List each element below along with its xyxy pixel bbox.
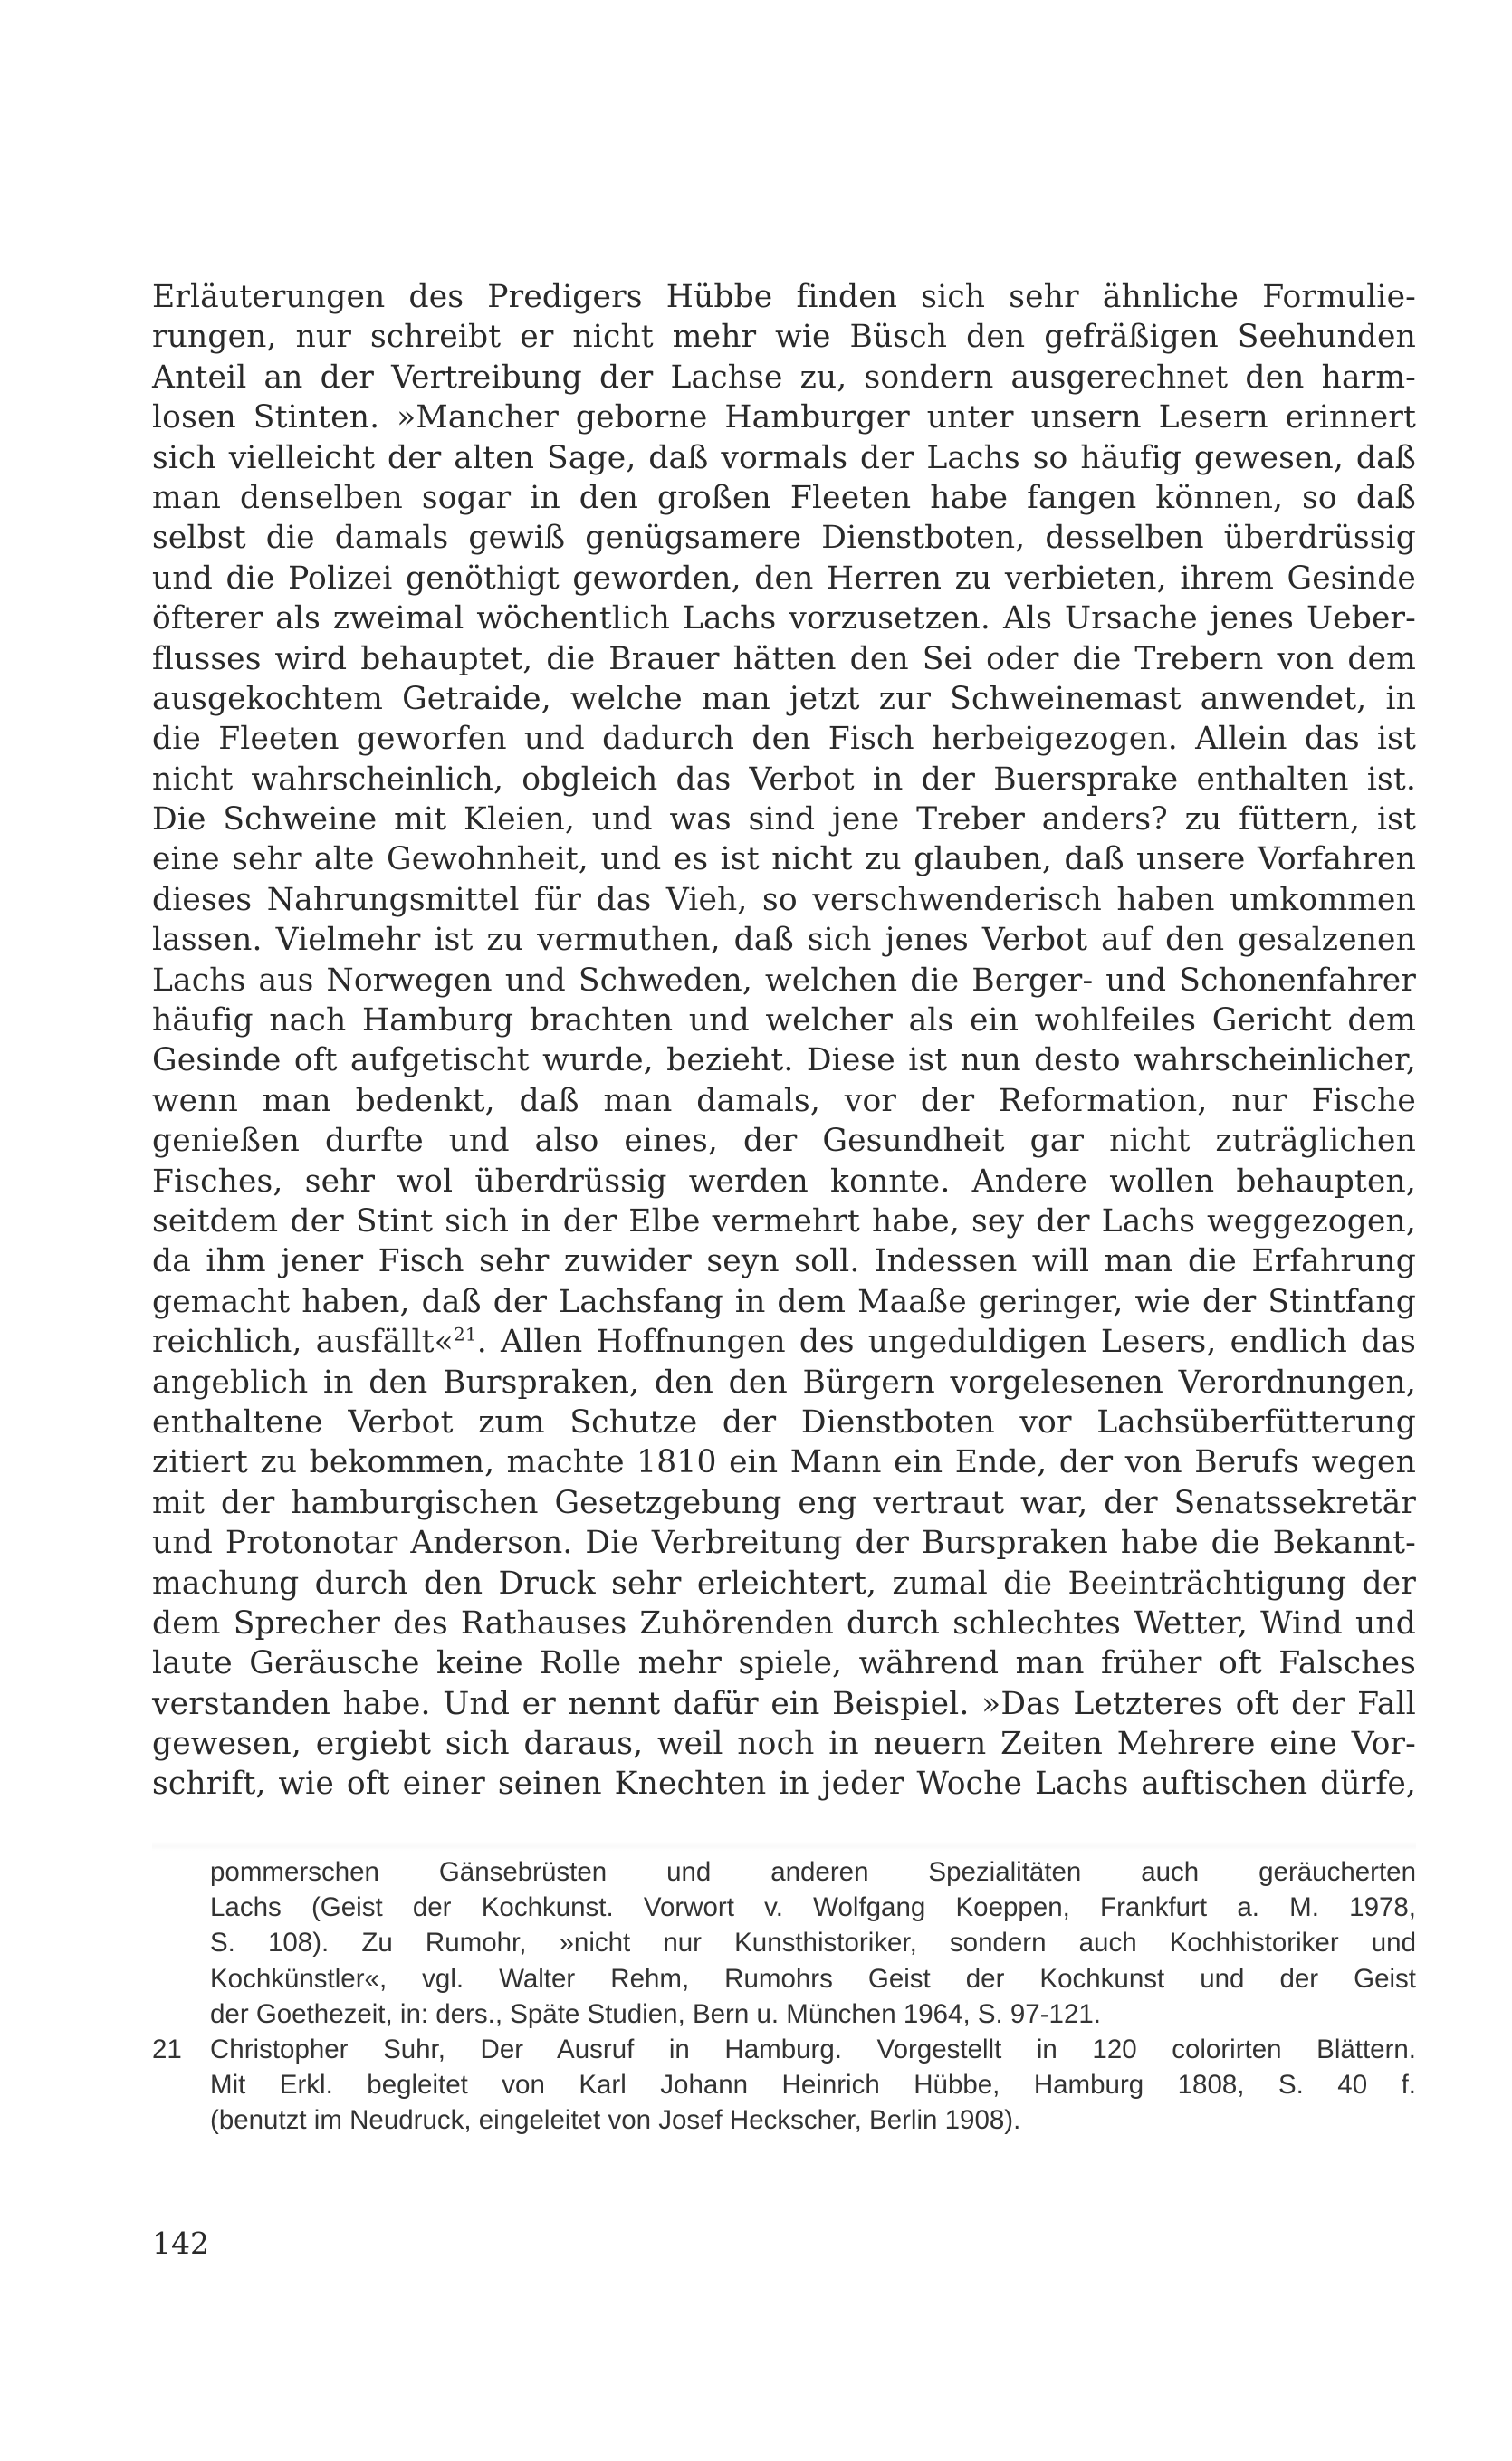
footnote-line: (benutzt im Neudruck, eingeleitet von Josef Heckscher, Berlin 1908).	[210, 2105, 1021, 2136]
footnotes	[152, 1854, 1416, 2139]
text-line: genießen durfte und also eines, der Gesundheit gar nicht zuträglichen	[152, 1123, 1416, 1160]
footnote-number: 21	[152, 2034, 182, 2064]
footnote-line: Kochkünstler«, vgl. Walter Rehm, Rumohrs Geist der Kochkunst und der Geist	[210, 1963, 1416, 1994]
text-line: öfterer als zweimal wöchentlich Lachs vorzusetzen. Als Ursache jenes Ueber-	[152, 600, 1416, 637]
text-line: da ihm jener Fisch sehr zuwider seyn soll. Indessen will man die Erfahrung	[152, 1243, 1416, 1280]
text-line: zitiert zu bekommen, machte 1810 ein Mann ein Ende, der von Berufs wegen	[152, 1444, 1416, 1481]
text-line: seitdem der Stint sich in der Elbe vermehrt habe, sey der Lachs weggezogen,	[152, 1202, 1416, 1240]
footnote-line: Lachs (Geist der Kochkunst. Vorwort v. Wolfgang Koeppen, Frankfurt a. M. 1978,	[210, 1892, 1416, 1923]
text-line: enthaltene Verbot zum Schutze der Dienstboten vor Lachsüberfütterung	[152, 1403, 1416, 1441]
text-line: Die Schweine mit Kleien, und was sind jene Treber anders? zu füttern, ist	[152, 801, 1416, 838]
text-line: und die Polizei genöthigt geworden, den Herren zu verbieten, ihrem Gesinde	[152, 560, 1416, 597]
text-line: angeblich in den Burspraken, den den Bürgern vorgelesenen Verordnungen,	[152, 1364, 1416, 1401]
text-line: und Protonotar Anderson. Die Verbreitung der Burspraken habe die Bekannt-	[152, 1525, 1416, 1562]
footnote-line: der Goethezeit, in: ders., Späte Studien, Bern u. München 1964, S. 97-121.	[210, 1998, 1101, 2029]
text-line: gewesen, ergiebt sich daraus, weil noch in neuern Zeiten Mehrere eine Vor-	[152, 1726, 1416, 1763]
text-line: ausgekochtem Getraide, welche man jetzt zur Schweinemast anwendet, in	[152, 680, 1416, 717]
text-line: häufig nach Hamburg brachten und welcher als ein wohlfeiles Gericht dem	[152, 1002, 1416, 1039]
text-line: machung durch den Druck sehr erleichtert, zumal die Beeinträchtigung der	[152, 1565, 1416, 1602]
text-line: Erläuterungen des Predigers Hübbe finden sich sehr ähnliche Formulie-	[152, 279, 1416, 315]
text-line: flusses wird behauptet, die Brauer hätten den Sei oder die Trebern von dem	[152, 640, 1416, 677]
footnote-continuation	[152, 1854, 1416, 2032]
text-line: gemacht haben, daß der Lachsfang in dem Maaße geringer, wie der Stintfang	[152, 1283, 1416, 1320]
text-line: wenn man bedenkt, daß man damals, vor der Reformation, nur Fische	[152, 1082, 1416, 1119]
text-line: verstanden habe. Und er nennt dafür ein Beispiel. »Das Letzteres oft der Fall	[152, 1685, 1416, 1722]
text-line: mit der hamburgischen Gesetzgebung eng vertraut war, der Senatssekretär	[152, 1484, 1416, 1521]
text-line: sich vielleicht der alten Sage, daß vormals der Lachs so häufig gewesen, daß	[152, 439, 1416, 476]
text-line: Gesinde oft aufgetischt wurde, bezieht. Diese ist nun desto wahrscheinlicher,	[152, 1042, 1416, 1079]
scan-artifact	[152, 1842, 1416, 1851]
page-number: 142	[152, 2226, 209, 2261]
text-line: Fisches, sehr wol überdrüssig werden konnte. Andere wollen behaupten,	[152, 1163, 1416, 1200]
footnote-line: Christopher Suhr, Der Ausruf in Hamburg. Vorgestellt in 120 colorirten Blättern.	[210, 2034, 1416, 2064]
footnote-21	[152, 2032, 1416, 2139]
text-line: eine sehr alte Gewohnheit, und es ist nicht zu glauben, daß unsere Vorfahren	[152, 841, 1416, 878]
footnote-reference: 21	[453, 1323, 477, 1345]
text-segment: . Allen Hoffnungen des ungeduldigen Lesers, endlich das	[476, 1324, 1416, 1361]
text-line: die Fleeten geworfen und dadurch den Fisch herbeigezogen. Allein das ist	[152, 721, 1416, 758]
text-line: Anteil an der Vertreibung der Lachse zu, sondern ausgerechnet den harm-	[152, 359, 1416, 396]
text-line: dem Sprecher des Rathauses Zuhörenden durch schlechtes Wetter, Wind und	[152, 1604, 1416, 1642]
text-line: man denselben sogar in den großen Fleeten habe fangen können, so daß	[152, 479, 1416, 516]
text-line: selbst die damals gewiß genügsamere Dienstboten, desselben überdrüssig	[152, 520, 1416, 557]
text-line: dieses Nahrungsmittel für das Vieh, so verschwenderisch haben umkommen	[152, 881, 1416, 918]
text-line: rungen, nur schreibt er nicht mehr wie Büsch den gefräßigen Seehunden	[152, 319, 1416, 356]
footnote-line: S. 108). Zu Rumohr, »nicht nur Kunsthistoriker, sondern auch Kochhistoriker und	[210, 1928, 1416, 1958]
text-line: lassen. Vielmehr ist zu vermuthen, daß sich jenes Verbot auf den gesalzenen	[152, 922, 1416, 959]
text-line: schrift, wie oft einer seinen Knechten in jeder Woche Lachs auftischen dürfe,	[152, 1766, 1416, 1803]
footnote-line: pommerschen Gänsebrüsten und anderen Spezialitäten auch geräucherten	[210, 1857, 1416, 1887]
text-line: nicht wahrscheinlich, obgleich das Verbot in der Buersprake enthalten ist.	[152, 761, 1416, 798]
text-segment: reichlich, ausfällt«	[152, 1324, 454, 1361]
text-line: Lachs aus Norwegen und Schweden, welchen die Berger- und Schonenfahrer	[152, 962, 1416, 999]
text-line-with-footnote-ref	[152, 1322, 1416, 1362]
body-text	[152, 277, 1416, 1805]
text-line: laute Geräusche keine Rolle mehr spiele, während man früher oft Falsches	[152, 1645, 1416, 1682]
text-line: losen Stinten. »Mancher geborne Hamburger unter unsern Lesern erinnert	[152, 399, 1416, 436]
footnote-line: Mit Erkl. begleitet von Karl Johann Heinrich Hübbe, Hamburg 1808, S. 40 f.	[210, 2070, 1416, 2101]
